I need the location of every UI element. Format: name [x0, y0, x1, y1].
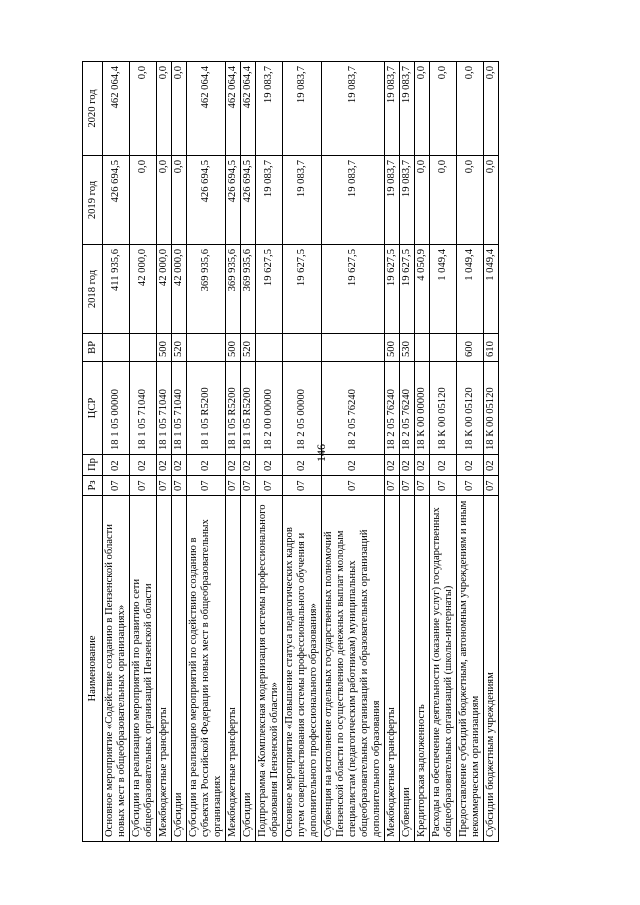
table-row [430, 62, 457, 842]
table-row [322, 62, 385, 842]
row-name: Подпрограмма «Комплексная модернизация системы профессионального образования Пензенской области» [256, 496, 283, 842]
row-2020: 19 083,7 [322, 62, 385, 156]
page-number: 146 [314, 444, 328, 462]
row-rz: 07 [187, 476, 226, 496]
row-csr: 18 1 05 71040 [157, 362, 172, 455]
row-csr: 18 2 00 00000 [256, 362, 283, 455]
row-name: Межбюджетные трансферты [385, 496, 400, 842]
row-2020: 0,0 [415, 62, 430, 156]
row-pr: 02 [103, 455, 130, 476]
header-csr: ЦСР [83, 362, 103, 455]
row-pr: 02 [256, 455, 283, 476]
row-rz: 07 [103, 476, 130, 496]
row-2019: 0,0 [157, 156, 172, 245]
row-2018: 1 049,4 [457, 245, 484, 334]
table-row [130, 62, 157, 842]
row-vr: 600 [457, 334, 484, 362]
row-2019: 426 694,5 [241, 156, 256, 245]
row-2018: 42 000,0 [172, 245, 187, 334]
table-row [187, 62, 226, 842]
row-2019: 426 694,5 [226, 156, 241, 245]
row-2019: 0,0 [172, 156, 187, 245]
row-name: Основное мероприятие «Повышение статуса педагогических кадров путем совершенствования системы профессионального обучения и дополнительного профессионального образования» [283, 496, 322, 842]
row-name: Субвенции [400, 496, 415, 842]
row-csr: 18 2 05 00000 [283, 362, 322, 455]
row-rz: 07 [400, 476, 415, 496]
row-2018: 19 627,5 [385, 245, 400, 334]
row-vr: 500 [226, 334, 241, 362]
row-csr: 18 2 05 76240 [385, 362, 400, 455]
row-vr [256, 334, 283, 362]
row-2019: 19 083,7 [400, 156, 415, 245]
table-row [385, 62, 400, 842]
header-pr: Пр [83, 455, 103, 476]
row-2018: 369 935,6 [241, 245, 256, 334]
row-pr: 02 [157, 455, 172, 476]
row-vr [415, 334, 430, 362]
row-pr: 02 [322, 455, 385, 476]
row-csr: 18 1 05 00000 [103, 362, 130, 455]
row-csr: 18 К 00 05120 [457, 362, 484, 455]
row-2018: 42 000,0 [157, 245, 172, 334]
row-pr: 02 [241, 455, 256, 476]
row-name: Субсидии на реализацию мероприятий по содействию созданию в субъектах Российской Федерации новых мест в общеобразовательных организациях [187, 496, 226, 842]
row-rz: 07 [256, 476, 283, 496]
row-2018: 1 049,4 [430, 245, 457, 334]
row-name: Субсидии на реализацию мероприятий по развитию сети общеобразовательных организаций Пензенской области [130, 496, 157, 842]
row-2019: 0,0 [484, 156, 499, 245]
row-csr: 18 1 05 R5200 [226, 362, 241, 455]
row-2018: 411 935,6 [103, 245, 130, 334]
row-pr: 02 [430, 455, 457, 476]
row-2018: 369 935,6 [226, 245, 241, 334]
row-pr: 02 [226, 455, 241, 476]
row-2020: 0,0 [172, 62, 187, 156]
row-name: Основное мероприятие «Содействие созданию в Пензенской области новых мест в общеобразовательных организациях» [103, 496, 130, 842]
row-rz: 07 [226, 476, 241, 496]
budget-table [82, 61, 499, 842]
row-name: Субсидии [241, 496, 256, 842]
row-vr: 530 [400, 334, 415, 362]
row-rz: 07 [172, 476, 187, 496]
row-2018: 19 627,5 [400, 245, 415, 334]
row-vr [430, 334, 457, 362]
row-2020: 0,0 [157, 62, 172, 156]
row-2019: 0,0 [430, 156, 457, 245]
row-vr: 520 [241, 334, 256, 362]
row-2020: 19 083,7 [400, 62, 415, 156]
row-rz: 07 [415, 476, 430, 496]
row-csr: 18 К 00 05120 [484, 362, 499, 455]
row-rz: 07 [430, 476, 457, 496]
row-csr: 18 2 05 76240 [322, 362, 385, 455]
row-rz: 07 [484, 476, 499, 496]
row-csr: 18 К 00 05120 [430, 362, 457, 455]
row-2020: 0,0 [130, 62, 157, 156]
header-2019: 2019 год [83, 156, 103, 245]
row-pr: 02 [415, 455, 430, 476]
row-name: Кредиторская задолженность [415, 496, 430, 842]
row-name: Расходы на обеспечение деятельности (оказание услуг) государственных общеобразовательных организаций (школы-интернаты) [430, 496, 457, 842]
row-csr: 18 2 05 76240 [400, 362, 415, 455]
table-row [241, 62, 256, 842]
table-row [400, 62, 415, 842]
row-vr [283, 334, 322, 362]
row-vr: 500 [157, 334, 172, 362]
row-csr: 18 1 05 R5200 [241, 362, 256, 455]
row-2019: 19 083,7 [322, 156, 385, 245]
row-csr: 18 1 05 R5200 [187, 362, 226, 455]
row-2020: 462 064,4 [187, 62, 226, 156]
row-vr: 500 [385, 334, 400, 362]
row-name: Субвенция на исполнение отдельных государственных полномочий Пензенской области по осуществлению денежных выплат молодым специалистам (педагогическим работникам) муниципальных общеобразовательных организаций и образовательных организаций дополнительного образования [322, 496, 385, 842]
row-vr [103, 334, 130, 362]
rotated-table-wrapper [82, 62, 542, 842]
row-pr: 02 [484, 455, 499, 476]
row-2018: 19 627,5 [322, 245, 385, 334]
row-csr: 18 К 00 00000 [415, 362, 430, 455]
table-row [226, 62, 241, 842]
row-2020: 0,0 [457, 62, 484, 156]
row-pr: 02 [400, 455, 415, 476]
row-name: Межбюджетные трансферты [157, 496, 172, 842]
row-rz: 07 [241, 476, 256, 496]
header-name: Наименование [83, 496, 103, 842]
row-2020: 462 064,4 [103, 62, 130, 156]
row-name: Субсидии бюджетным учреждениям [484, 496, 499, 842]
row-2018: 19 627,5 [283, 245, 322, 334]
row-2019: 19 083,7 [385, 156, 400, 245]
row-2018: 42 000,0 [130, 245, 157, 334]
row-2018: 19 627,5 [256, 245, 283, 334]
row-2020: 462 064,4 [241, 62, 256, 156]
row-rz: 07 [457, 476, 484, 496]
row-pr: 02 [457, 455, 484, 476]
row-2019: 19 083,7 [256, 156, 283, 245]
table-header-row [83, 62, 103, 842]
table-row [157, 62, 172, 842]
header-2020: 2020 год [83, 62, 103, 156]
row-csr: 18 1 05 71040 [172, 362, 187, 455]
row-2018: 1 049,4 [484, 245, 499, 334]
table-row [484, 62, 499, 842]
row-2019: 19 083,7 [283, 156, 322, 245]
table-row [283, 62, 322, 842]
row-name: Предоставление субсидий бюджетным, автономным учреждениям и иным некоммерческим организациям [457, 496, 484, 842]
row-pr: 02 [283, 455, 322, 476]
row-rz: 07 [283, 476, 322, 496]
row-2019: 426 694,5 [187, 156, 226, 245]
row-csr: 18 1 05 71040 [130, 362, 157, 455]
row-2019: 0,0 [415, 156, 430, 245]
row-2018: 369 935,6 [187, 245, 226, 334]
header-2018: 2018 год [83, 245, 103, 334]
row-2019: 0,0 [130, 156, 157, 245]
table-row [457, 62, 484, 842]
row-2020: 19 083,7 [283, 62, 322, 156]
table-row [172, 62, 187, 842]
table-row [103, 62, 130, 842]
row-name: Субсидии [172, 496, 187, 842]
header-rz: Рз [83, 476, 103, 496]
row-2018: 4 050,9 [415, 245, 430, 334]
row-2020: 0,0 [430, 62, 457, 156]
row-2020: 19 083,7 [385, 62, 400, 156]
row-2020: 19 083,7 [256, 62, 283, 156]
row-vr [322, 334, 385, 362]
row-2019: 0,0 [457, 156, 484, 245]
row-pr: 02 [187, 455, 226, 476]
row-rz: 07 [157, 476, 172, 496]
row-vr [187, 334, 226, 362]
row-2020: 0,0 [484, 62, 499, 156]
row-vr: 610 [484, 334, 499, 362]
row-pr: 02 [385, 455, 400, 476]
row-vr: 520 [172, 334, 187, 362]
row-rz: 07 [385, 476, 400, 496]
table-row [415, 62, 430, 842]
row-2020: 462 064,4 [226, 62, 241, 156]
row-vr [130, 334, 157, 362]
row-name: Межбюджетные трансферты [226, 496, 241, 842]
row-pr: 02 [172, 455, 187, 476]
table-row [256, 62, 283, 842]
row-pr: 02 [130, 455, 157, 476]
row-rz: 07 [322, 476, 385, 496]
row-rz: 07 [130, 476, 157, 496]
header-vr: ВР [83, 334, 103, 362]
row-2019: 426 694,5 [103, 156, 130, 245]
